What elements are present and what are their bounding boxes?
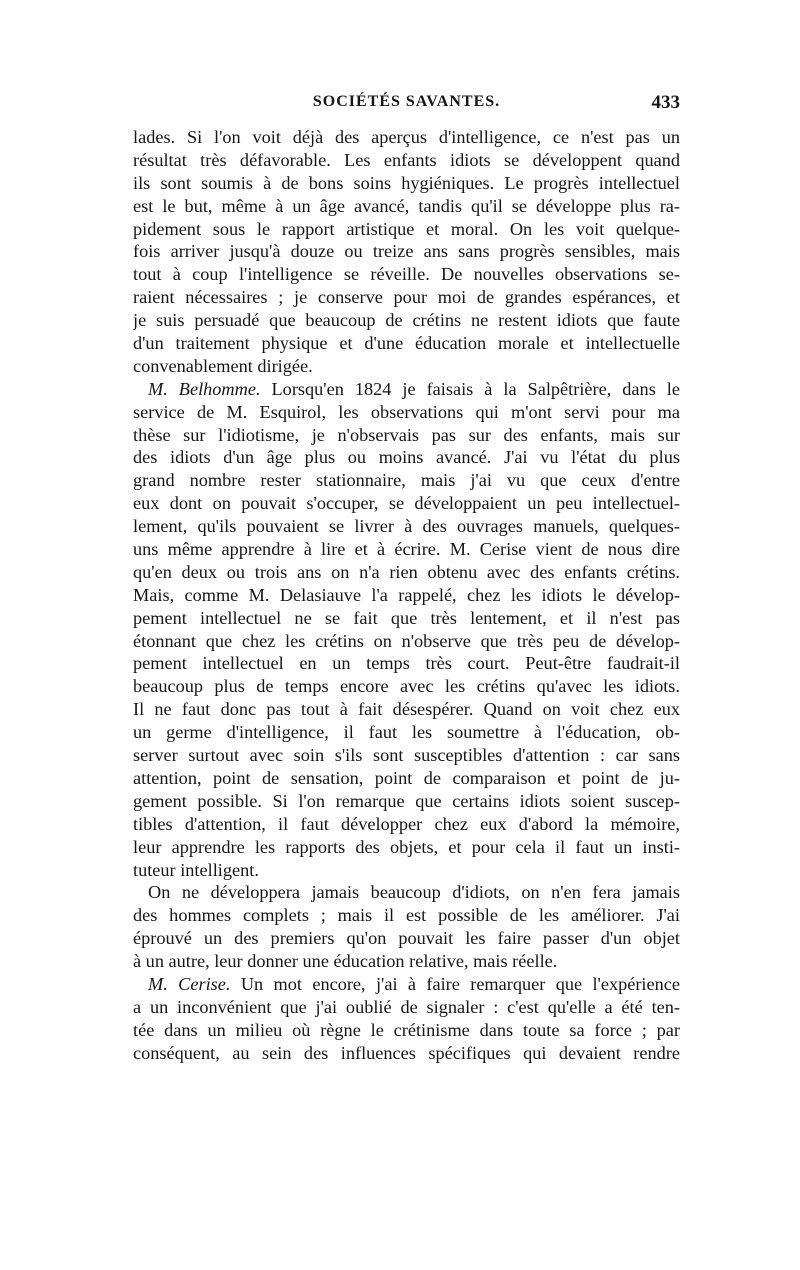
text-line: ils sont soumis à de bons soins hygiéniques. Le progrès intellectuel (133, 172, 680, 193)
page-number: 433 (651, 92, 680, 113)
text-line: éprouvé un des premiers qu'on pouvait les faire passer d'un objet (133, 928, 680, 949)
line-text: Un mot encore, j'ai à faire remarquer que l'expérience (230, 973, 680, 994)
text-line: grand nombre rester stationnaire, mais j'ai vu que ceux d'entre (133, 470, 680, 491)
text-line: d'un traitement physique et d'une éducation morale et intellectuelle (133, 333, 680, 354)
paragraph-1 (133, 126, 680, 378)
text-line: un germe d'intelligence, il faut les soumettre à l'éducation, ob- (133, 722, 680, 743)
text-line: server surtout avec soin s'ils sont susceptibles d'attention : car sans (133, 745, 680, 766)
running-title: SOCIÉTÉS SAVANTES. (312, 93, 501, 110)
text-line: On ne développera jamais beaucoup d'idiots, on n'en fera jamais (148, 882, 680, 903)
text-line: raient nécessaires ; je conserve pour moi de grandes espérances, et (133, 287, 680, 308)
text-line: Il ne faut donc pas tout à fait désespérer. Quand on voit chez eux (133, 699, 680, 720)
text-line: gement possible. Si l'on remarque que certains idiots soient suscep- (133, 790, 680, 811)
text-line: beaucoup plus de temps encore avec les crétins qu'avec les idiots. (133, 676, 680, 697)
text-line: pement intellectuel en un temps très court. Peut-être faudrait-il (133, 653, 680, 674)
text-line: service de M. Esquirol, les observations qui m'ont servi pour ma (133, 401, 680, 422)
text-line: convenablement dirigée. (133, 355, 313, 376)
body-text (133, 126, 680, 1065)
text-line: tibles d'attention, il faut développer chez eux d'abord la mémoire, (133, 813, 680, 834)
text-line: pement intellectuel ne se fait que très lentement, et il n'est pas (133, 607, 680, 628)
text-line: leur apprendre les rapports des objets, et pour cela il faut un insti- (133, 836, 680, 857)
paragraph-3 (133, 881, 680, 973)
text-line: lement, qu'ils pouvaient se livrer à des ouvrages manuels, quelques- (133, 516, 680, 537)
text-line: eux dont on pouvait s'occuper, se développaient un peu intellectuel- (133, 493, 680, 514)
speaker-name: M. Belhomme. (148, 378, 261, 399)
text-line: résultat très défavorable. Les enfants idiots se développent quand (133, 149, 680, 170)
text-line: tée dans un milieu où règne le crétinisme dans toute sa force ; par (133, 1019, 680, 1040)
line-text: Lorsqu'en 1824 je faisais à la Salpêtrière, dans le (260, 378, 680, 399)
text-line: attention, point de sensation, point de comparaison et point de ju- (133, 767, 680, 788)
text-line: lades. Si l'on voit déjà des aperçus d'intelligence, ce n'est pas un (133, 127, 680, 147)
text-line: qu'en deux ou trois ans on n'a rien obtenu avec des enfants crétins. (133, 561, 680, 582)
text-line: des hommes complets ; mais il est possible de les améliorer. J'ai (133, 905, 680, 926)
text-line: a un inconvénient que j'ai oublié de signaler : c'est qu'elle a été ten- (133, 996, 680, 1017)
text-line: étonnant que chez les crétins on n'observe que très peu de dévelop- (133, 630, 680, 651)
text-line: uns même apprendre à lire et à écrire. M. Cerise vient de nous dire (133, 539, 680, 560)
text-line: thèse sur l'idiotisme, je n'observais pas sur des enfants, mais sur (133, 424, 680, 445)
text-line (133, 378, 680, 401)
text-line: tuteur intelligent. (133, 859, 259, 880)
text-line: conséquent, au sein des influences spécifiques qui devaient rendre (133, 1042, 680, 1063)
text-line: je suis persuadé que beaucoup de crétins ne restent idiots que faute (133, 310, 680, 331)
paragraph-2 (133, 378, 680, 882)
text-line (133, 973, 680, 996)
text-line: à un autre, leur donner une éducation relative, mais réelle. (133, 951, 558, 972)
text-line: tout à coup l'intelligence se réveille. De nouvelles observations se- (133, 264, 680, 285)
text-line: pidement sous le rapport artistique et moral. On les voit quelque- (133, 218, 680, 239)
text-line: des idiots d'un âge plus ou moins avancé. J'ai vu l'état du plus (133, 447, 680, 468)
running-head (133, 93, 680, 119)
speaker-name: M. Cerise. (148, 973, 231, 994)
text-line: est le but, même à un âge avancé, tandis qu'il se développe plus ra- (133, 195, 680, 216)
text-line: fois arriver jusqu'à douze ou treize ans sans progrès sensibles, mais (133, 241, 680, 262)
text-line: Mais, comme M. Delasiauve l'a rappelé, chez les idiots le dévelop- (133, 584, 680, 605)
paragraph-4 (133, 973, 680, 1065)
